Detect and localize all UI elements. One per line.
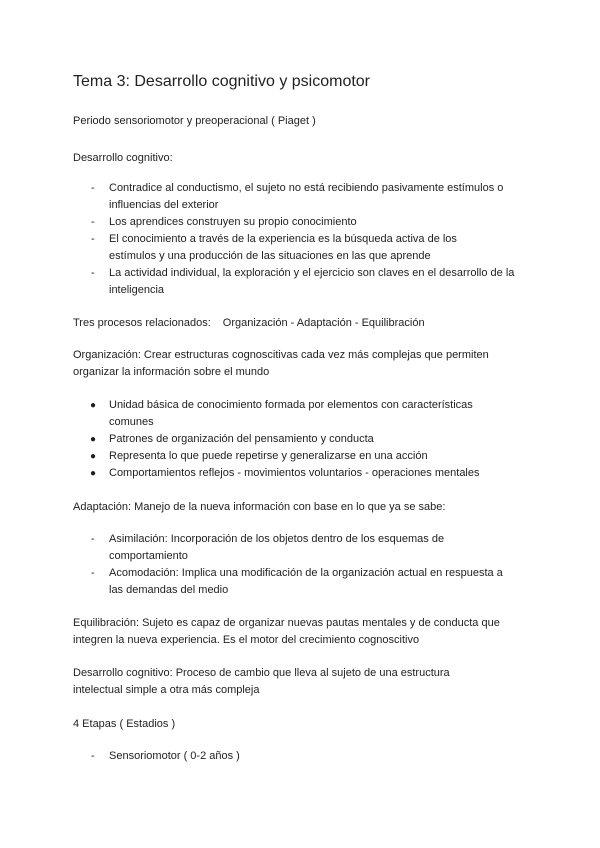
list-item: ● Comportamientos reflejos - movimientos voluntarios - operaciones mentales — [73, 465, 533, 482]
dash-marker: - — [91, 533, 95, 545]
bullet-marker: ● — [90, 468, 97, 479]
bullet-marker: ● — [90, 451, 97, 462]
list-item: - Contradice al conductismo, el sujeto no está recibiendo pasivamente estímulos o influencias del exterior — [91, 182, 504, 211]
list-item: ● Unidad básica de conocimiento formada por elementos con características comunes — [90, 399, 473, 428]
desarrollo-list — [73, 180, 533, 299]
tres-procesos — [73, 315, 533, 332]
bullet-marker: ● — [90, 400, 97, 411]
adaptacion-paragraph: Adaptación: Manejo de la nueva información con base en lo que ya se sabe: — [73, 501, 446, 513]
bullet-marker: ● — [90, 434, 97, 445]
list-item: - Acomodación: Implica una modificación de la organización actual en respuesta a las demandas del medio — [91, 567, 503, 596]
periodo-subtitle: Periodo sensoriomotor y preoperacional ( Piaget ) — [73, 115, 316, 127]
desarrollo-heading: Desarrollo cognitivo: — [73, 152, 173, 164]
tres-value: Organización - Adaptación - Equilibración — [222, 317, 425, 329]
dash-marker: - — [91, 216, 95, 228]
list-item: - Asimilación: Incorporación de los objetos dentro de los esquemas de comportamiento — [91, 533, 445, 562]
desarrollo-definicion: Desarrollo cognitivo: Proceso de cambio que lleva al sujeto de una estructura intelectual simple a otra más compleja — [73, 667, 450, 696]
adaptacion-list — [73, 531, 533, 599]
etapas-list — [73, 748, 533, 765]
equilibracion-paragraph: Equilibración: Sujeto es capaz de organizar nuevas pautas mentales y de conducta que integren la nueva experiencia. Es el motor del crecimiento cognoscitivo — [73, 617, 500, 646]
dash-marker: - — [91, 233, 95, 245]
list-item: ● Representa lo que puede repetirse y generalizarse en una acción — [73, 448, 533, 465]
organizacion-list — [73, 397, 533, 482]
list-item: - La actividad individual, la exploración y el ejercicio son claves en el desarrollo de la inteligencia — [91, 267, 515, 296]
dash-marker: - — [91, 182, 95, 194]
tres-label: Tres procesos relacionados: — [73, 317, 211, 329]
list-item: ● Patrones de organización del pensamiento y conducta — [73, 431, 533, 448]
document-title: Tema 3: Desarrollo cognitivo y psicomotor — [73, 73, 371, 90]
dash-marker: - — [91, 267, 95, 279]
dash-marker: - — [91, 567, 95, 579]
list-item: - Sensoriomotor ( 0-2 años ) — [73, 748, 533, 765]
organizacion-paragraph: Organización: Crear estructuras cognoscitivas cada vez más complejas que permiten organizar la información sobre el mundo — [73, 349, 489, 378]
dash-marker: - — [91, 750, 95, 762]
list-item: - Los aprendices construyen su propio conocimiento — [73, 214, 533, 231]
etapas-heading: 4 Etapas ( Estadios ) — [73, 718, 176, 730]
list-item: - El conocimiento a través de la experiencia es la búsqueda activa de los estímulos y una producción de las situaciones en las que aprende — [91, 233, 457, 262]
